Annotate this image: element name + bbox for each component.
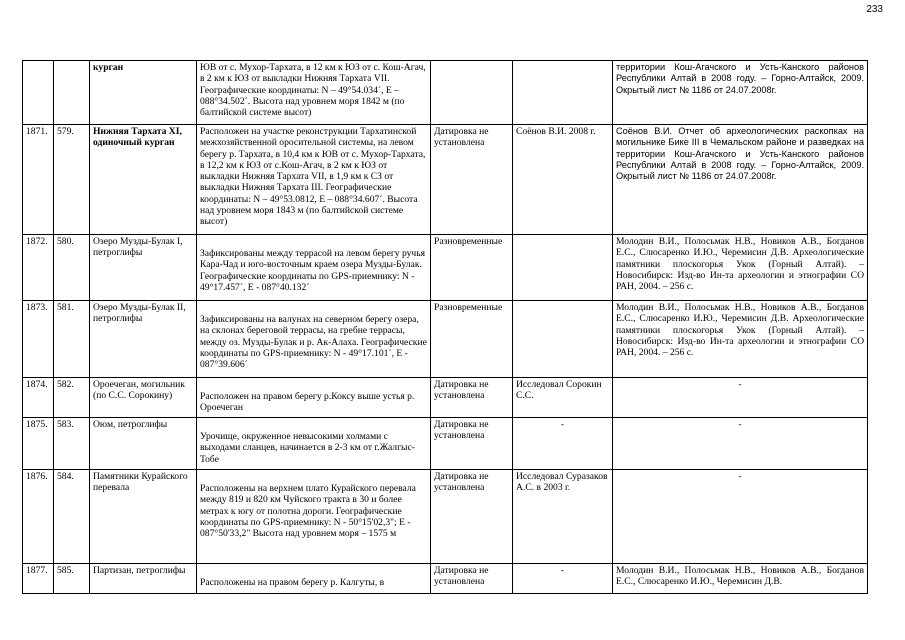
monument-researcher: Исследовал Сорокин С.С. bbox=[516, 379, 602, 402]
local-number-cell bbox=[54, 235, 90, 301]
monument-source: - bbox=[738, 419, 742, 430]
monument-researcher-cell bbox=[513, 125, 613, 235]
monument-dating: Разновременные bbox=[434, 302, 503, 313]
registry-number: 1876. bbox=[26, 471, 48, 482]
registry-number-cell bbox=[23, 61, 54, 125]
monument-dating: Датировка не установлена bbox=[434, 471, 489, 494]
monument-location: Расположены на правом берегу р. Калгуты, в bbox=[200, 577, 385, 588]
local-number-cell bbox=[54, 470, 90, 564]
monument-name-cell bbox=[90, 470, 197, 564]
monument-source-cell bbox=[613, 470, 868, 564]
monument-source-cell bbox=[613, 125, 868, 235]
registry-number: 1872. bbox=[26, 236, 48, 247]
monument-source-cell bbox=[613, 418, 868, 470]
monument-researcher: - bbox=[560, 419, 565, 430]
monument-name: Озеро Музды-Булак I, петроглифы bbox=[93, 236, 183, 259]
table-row bbox=[23, 235, 868, 301]
monument-dating-cell bbox=[431, 470, 513, 564]
monument-dating-cell bbox=[431, 235, 513, 301]
registry-number-cell bbox=[23, 564, 54, 594]
monument-name: Партизан, петроглифы bbox=[93, 565, 186, 576]
registry-number: 1871. bbox=[26, 126, 48, 137]
table-row bbox=[23, 378, 868, 418]
monument-source: территории Кош-Агачского и Усть-Канского районов Республики Алтай в 2008 году. – Горно-Алтайск, 2009. Окрытый лист № 1186 от 24.07.2008г. bbox=[616, 62, 864, 95]
local-number-cell bbox=[54, 378, 90, 418]
monument-name-cell bbox=[90, 564, 197, 594]
monument-location: Зафиксированы между террасой на левом берегу ручья Кара-Чад и юго-восточным краем озера Музды-Булак. Географические координаты по GPS-приемнику: N - 49°17.457´, E - 087°40.132´ bbox=[200, 248, 426, 293]
registry-number: 1874. bbox=[26, 379, 48, 390]
monument-source-cell bbox=[613, 564, 868, 594]
local-number-cell bbox=[54, 418, 90, 470]
local-number-cell bbox=[54, 564, 90, 594]
table-row bbox=[23, 125, 868, 235]
monument-source: - bbox=[738, 471, 742, 482]
monument-dating: Датировка не установлена bbox=[434, 379, 489, 402]
monument-location-cell bbox=[197, 301, 431, 378]
monument-source-cell bbox=[613, 61, 868, 125]
monument-location-cell bbox=[197, 235, 431, 301]
monuments-table-body bbox=[23, 61, 868, 594]
monument-location-cell bbox=[197, 378, 431, 418]
monument-name: Озеро Музды-Булак II, петроглифы bbox=[93, 302, 186, 325]
monument-location-cell bbox=[197, 125, 431, 235]
registry-number-cell bbox=[23, 301, 54, 378]
monument-name-cell bbox=[90, 378, 197, 418]
monument-location-cell bbox=[197, 418, 431, 470]
monument-location: Расположены на верхнем плато Курайского перевала между 819 и 820 км Чуйского тракта в 30 и более метрах к югу от полотна дороги. Географические координаты по GPS-приемнику: N - 50°15'02,3"; E - 087°50'33,2" Высота над уровнем моря – 1575 м bbox=[200, 483, 416, 540]
monument-location: Расположен на участке реконструкции Тархатинской межхозяйственной оросительной системы, на левом берегу р. Тархата, в 10,4 км к ЮВ от с. Мухор-Тархата, в 12,2 км к ЮЗ от с.Кош-Агач, в 2 км к ЮЗ от выкладки Нижняя Тархата VII, в 1,9 км к СЗ от выкладки Нижняя Тархата III. Географические координаты: N – 49°53.0812, E – 088°34.607´. Высота над уровнем моря 1843 м (по балтийской системе высот) bbox=[200, 126, 426, 228]
monument-researcher-cell bbox=[513, 564, 613, 594]
monument-researcher-cell bbox=[513, 378, 613, 418]
monument-name-cell bbox=[90, 125, 197, 235]
local-number: 580. bbox=[57, 236, 74, 247]
monument-name-cell bbox=[90, 301, 197, 378]
monument-source-cell bbox=[613, 301, 868, 378]
table-row bbox=[23, 470, 868, 564]
registry-number: 1875. bbox=[26, 419, 48, 430]
monument-dating-cell bbox=[431, 378, 513, 418]
monument-source: Молодин В.И., Полосьмак Н.В., Новиков А.В., Богданов Е.С., Слюсаренко И.Ю., Черемисин Д.В. bbox=[616, 565, 864, 588]
local-number-cell bbox=[54, 61, 90, 125]
monument-location-cell bbox=[197, 564, 431, 594]
monument-researcher: Исследовал Суразаков А.С. в 2003 г. bbox=[516, 471, 608, 494]
monument-location: Расположен на правом берегу р.Коксу выше устья р. Ороечеган bbox=[200, 391, 415, 414]
registry-number-cell bbox=[23, 125, 54, 235]
monument-dating: Разновременные bbox=[434, 236, 503, 247]
monument-researcher-cell bbox=[513, 418, 613, 470]
monument-researcher-cell bbox=[513, 470, 613, 564]
monument-location: ЮВ от с. Мухор-Тархата, в 12 км к ЮЗ от с. Кош-Агач, в 2 км к ЮЗ от выкладки Нижняя Тархата VII. Географические координаты: N – 49°54.034´, E – 088°34.502´. Высота над уровнем моря 1842 м (по балтийской системе высот) bbox=[200, 62, 426, 119]
local-number: 585. bbox=[57, 565, 74, 576]
page-number: 233 bbox=[866, 4, 883, 15]
monument-source-cell bbox=[613, 378, 868, 418]
monument-name: курган bbox=[93, 62, 124, 73]
monument-location-cell bbox=[197, 61, 431, 125]
monument-name-cell bbox=[90, 418, 197, 470]
registry-number: 1877. bbox=[26, 565, 48, 576]
monument-dating: Датировка не установлена bbox=[434, 126, 489, 149]
monument-dating-cell bbox=[431, 125, 513, 235]
monument-location: Зафиксированы на валунах на северном берегу озера, на склонах береговой террасы, на гребне террасы, между оз. Музды-Булак и р. Ак-Алаха. Географические координаты по GPS-приемнику: N - 49°17.101´, E - 087°39.606´ bbox=[200, 314, 427, 371]
monument-location-cell bbox=[197, 470, 431, 564]
monument-dating-cell bbox=[431, 564, 513, 594]
registry-number-cell bbox=[23, 235, 54, 301]
local-number-cell bbox=[54, 301, 90, 378]
monument-researcher-cell bbox=[513, 235, 613, 301]
monument-source: Молодин В.И., Полосьмак Н.В., Новиков А.В., Богданов Е.С., Слюсаренко И.Ю., Черемисин Д.В. Археологические памятники плоскогорья Укок (Горный Алтай). – Новосибирск: Изд-во Ин-та археологии и этнографии СО РАН, 2004. – 256 с. bbox=[616, 302, 864, 359]
registry-number-cell bbox=[23, 378, 54, 418]
monument-location: Урочище, окруженное невысокими холмами с выходами сланцев, начинается в 2-3 км от г.Жалгыс-Тобе bbox=[200, 431, 415, 465]
monument-dating: Датировка не установлена bbox=[434, 565, 489, 588]
local-number: 579. bbox=[57, 126, 74, 137]
monument-source: Соёнов В.И. Отчет об археологических раскопках на могильнике Бике III в Чемальском районе и разведках на территории Кош-Агачского и Усть-Канского районов Республики Алтай в 2008 году. – Горно-Алтайск, 2009. Окрытый лист № 1186 от 24.07.2008г. bbox=[616, 126, 864, 182]
monument-name: Памятники Курайского перевала bbox=[93, 471, 188, 494]
monument-dating: Датировка не установлена bbox=[434, 419, 489, 442]
monument-source-cell bbox=[613, 235, 868, 301]
local-number: 584. bbox=[57, 471, 74, 482]
local-number: 582. bbox=[57, 379, 74, 390]
monument-dating-cell bbox=[431, 61, 513, 125]
table-row bbox=[23, 61, 868, 125]
registry-number-cell bbox=[23, 470, 54, 564]
monument-researcher-cell bbox=[513, 301, 613, 378]
monument-dating-cell bbox=[431, 301, 513, 378]
registry-number-cell bbox=[23, 418, 54, 470]
local-number: 581. bbox=[57, 302, 74, 313]
registry-number: 1873. bbox=[26, 302, 48, 313]
monument-researcher: - bbox=[560, 565, 565, 576]
local-number: 583. bbox=[57, 419, 74, 430]
table-row bbox=[23, 301, 868, 378]
monument-researcher: Соёнов В.И. 2008 г. bbox=[516, 126, 596, 137]
monument-name: Оюм, петроглифы bbox=[93, 419, 168, 430]
monument-source: Молодин В.И., Полосьмак Н.В., Новиков А.В., Богданов Е.С., Слюсаренко И.Ю., Черемисин Д.В. Археологические памятники плоскогорья Укок (Горный Алтай). – Новосибирск: Изд-во Ин-та археологии и этнографии СО РАН, 2004. – 256 с. bbox=[616, 236, 864, 293]
monument-source: - bbox=[738, 379, 742, 390]
monument-name: Нижняя Тархата XI, одиночный курган bbox=[93, 126, 182, 149]
local-number-cell bbox=[54, 125, 90, 235]
monument-name-cell bbox=[90, 61, 197, 125]
monument-name-cell bbox=[90, 235, 197, 301]
monument-researcher-cell bbox=[513, 61, 613, 125]
table-row bbox=[23, 418, 868, 470]
monument-dating-cell bbox=[431, 418, 513, 470]
table-row bbox=[23, 564, 868, 594]
monument-name: Ороечеган, могильник (по С.С. Сорокину) bbox=[93, 379, 185, 402]
monuments-table bbox=[22, 60, 868, 594]
